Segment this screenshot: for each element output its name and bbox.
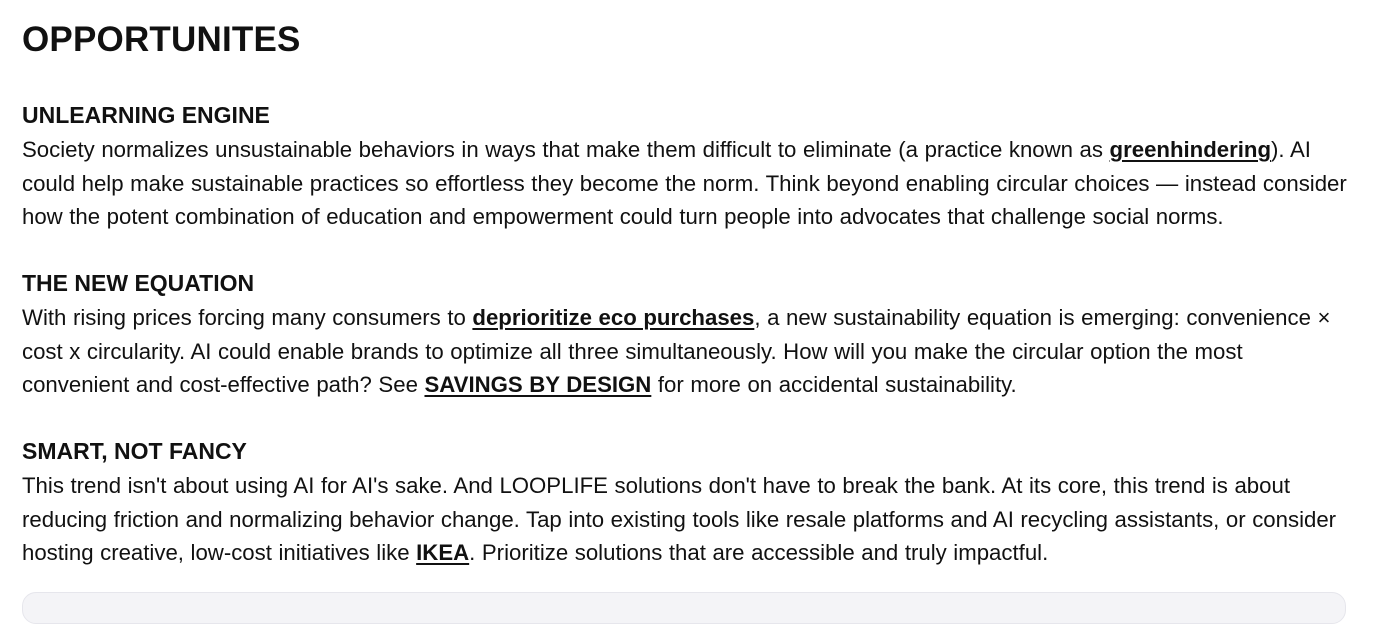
body-text: for more on accidental sustainability.	[651, 372, 1017, 398]
body-text: , a new sustainability equation is emerging: convenience × cost x circularity. AI could enable brands to optimize all three simultaneously. How will you make the circular option the most convenient and cost-effective path? See	[22, 305, 1331, 398]
body-text: This trend isn't about using AI for AI's sake. And LOOPLIFE solutions don't have to break the bank. At its core, this trend is about reducing friction and normalizing behavior change. Tap into existing tools like resale platforms and AI recycling assistants, or consider hosting creative, low-cost initiatives like	[22, 473, 1337, 566]
section-heading: UNLEARNING ENGINE	[22, 102, 270, 128]
body-text: ). AI could help make sustainable practices so effortless they become the norm. Think beyond enabling circular choices — instead consider how the potent combination of education and empowerment could turn people into advocates that challenge social norms.	[22, 137, 1347, 230]
section-body	[22, 301, 1352, 402]
section-new-equation	[22, 268, 1352, 402]
section-body	[22, 133, 1352, 234]
deprioritize-eco-purchases-link[interactable]: deprioritize eco purchases	[472, 305, 755, 330]
greenhindering-link[interactable]: greenhindering	[1109, 137, 1272, 162]
section-unlearning-engine	[22, 100, 1352, 234]
section-body	[22, 469, 1352, 570]
section-smart-not-fancy	[22, 436, 1352, 570]
next-card	[22, 592, 1346, 624]
savings-by-design-link[interactable]: SAVINGS BY DESIGN	[424, 372, 652, 398]
page-title: OPPORTUNITES	[22, 20, 301, 59]
section-heading: SMART, NOT FANCY	[22, 438, 247, 464]
ikea-link[interactable]: IKEA	[416, 540, 470, 566]
body-text: . Prioritize solutions that are accessible and truly impactful.	[469, 540, 1049, 566]
section-heading: THE NEW EQUATION	[22, 270, 255, 296]
body-text: Society normalizes unsustainable behaviors in ways that make them difficult to eliminate (a practice known as	[22, 137, 1110, 162]
body-text: With rising prices forcing many consumers to	[22, 305, 473, 330]
